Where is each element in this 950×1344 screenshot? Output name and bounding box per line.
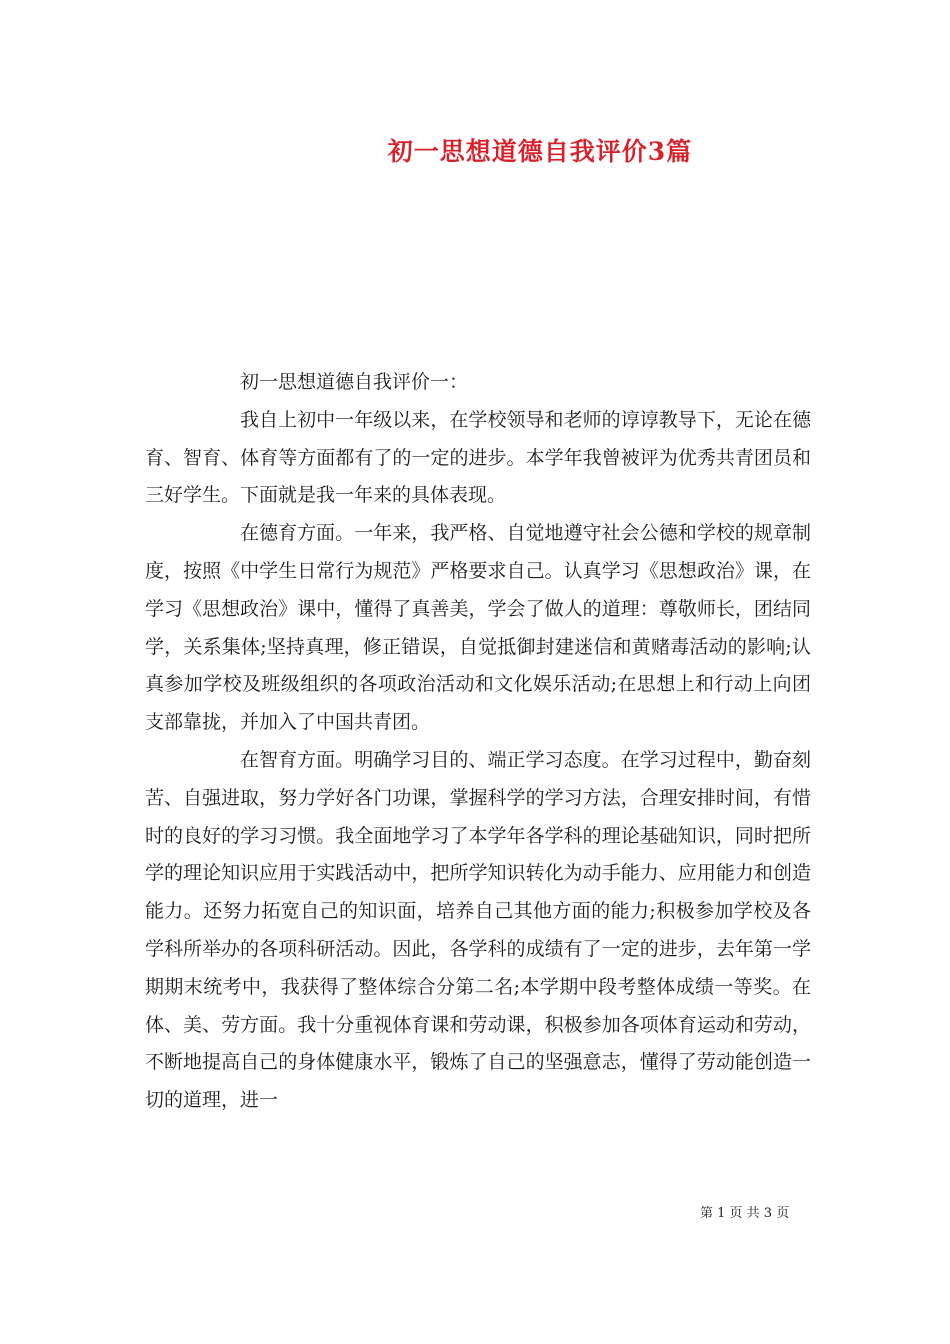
paragraph-moral-education: 在德育方面。一年来，我严格、自觉地遵守社会公德和学校的规章制度，按照《中学生日常行为规范》严格要求自己。认真学习《思想政治》课，在学习《思想政治》课中，懂得了真善美，学会了做人的道理：尊敬师长，团结同学，关系集体;坚持真理，修正错误，自觉抵御封建迷信和黄赌毒活动的影响;认真参加学校及班级组织的各项政治活动和文化娱乐活动;在思想上和行动上向团支部靠拢，并加入了中国共青团。: [145, 522, 811, 734]
paragraph-intellectual-education: 在智育方面。明确学习目的、端正学习态度。在学习过程中，勤奋刻苦、自强进取，努力学好各门功课，掌握科学的学习方法，合理安排时间，有惜时的良好的学习习惯。我全面地学习了本学年各学科的理论基础知识，同时把所学的理论知识应用于实践活动中，把所学知识转化为动手能力、应用能力和创造能力。还努力拓宽自己的知识面，培养自己其他方面的能力;积极参加学校及各学科所举办的各项科研活动。因此，各学科的成绩有了一定的进步，去年第一学期期末统考中，我获得了整体综合分第二名;本学期中段考整体成绩一等奖。在体、美、劳方面。我十分重视体育课和劳动课，积极参加各项体育运动和劳动，不断地提高自己的身体健康水平，锻炼了自己的坚强意志，懂得了劳动能创造一切的道理，进一: [145, 748, 811, 1112]
document-title: 初一思想道德自我评价3篇: [387, 137, 693, 166]
document-body: [145, 364, 811, 1120]
page-number-footer: 第 1 页 共 3 页: [700, 1206, 790, 1221]
paragraph-intro: 我自上初中一年级以来，在学校领导和老师的谆谆教导下，无论在德育、智育、体育等方面都有了的一定的进步。本学年我曾被评为优秀共青团员和三好学生。下面就是我一年来的具体表现。: [145, 408, 811, 507]
section-heading: 初一思想道德自我评价一：: [240, 371, 469, 393]
